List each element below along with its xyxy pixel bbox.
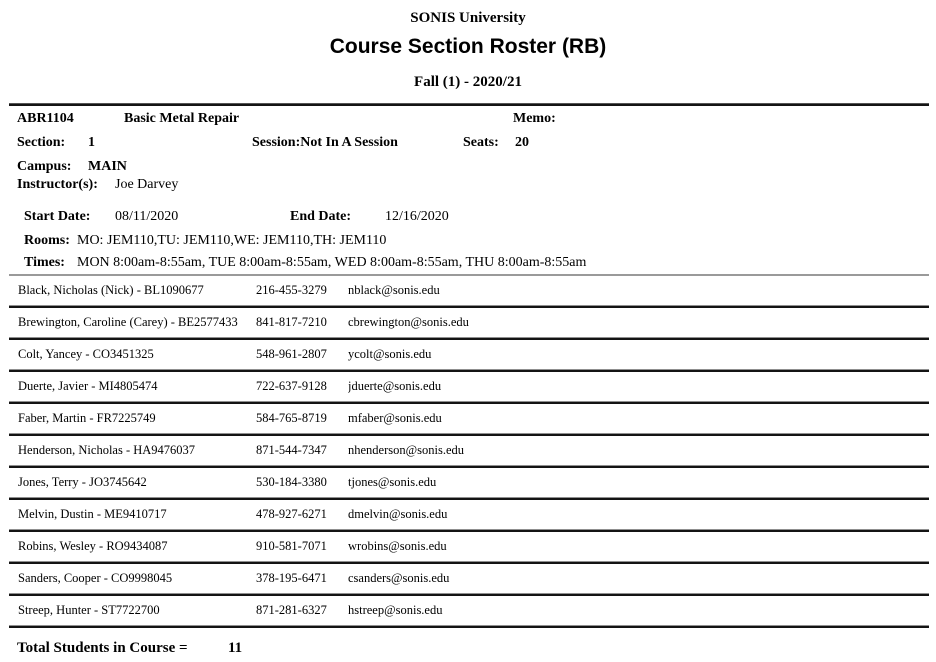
- student-row: [0, 404, 936, 433]
- student-name: Melvin, Dustin - ME9410717: [18, 507, 167, 521]
- student-name: Streep, Hunter - ST7722700: [18, 603, 160, 617]
- student-table: [0, 276, 936, 628]
- student-email: cbrewington@sonis.edu: [348, 315, 469, 329]
- school-name: SONIS University: [410, 10, 526, 26]
- student-email: tjones@sonis.edu: [348, 475, 437, 489]
- student-email: nhenderson@sonis.edu: [348, 443, 465, 457]
- start-date-label: Start Date:: [24, 209, 91, 224]
- student-phone: 910-581-7071: [256, 539, 327, 553]
- total-students-label: Total Students in Course =: [17, 640, 188, 656]
- student-row: [0, 276, 936, 305]
- student-email: nblack@sonis.edu: [348, 283, 440, 297]
- campus-value: MAIN: [88, 159, 127, 174]
- student-phone: 584-765-8719: [256, 411, 327, 425]
- course-title: Basic Metal Repair: [124, 111, 240, 126]
- seats-value: 20: [515, 135, 529, 150]
- rooms-value: MO: JEM110,TU: JEM110,WE: JEM110,TH: JEM110: [77, 233, 387, 248]
- student-email: jduerte@sonis.edu: [348, 379, 442, 393]
- student-phone: 478-927-6271: [256, 507, 327, 521]
- student-email: wrobins@sonis.edu: [348, 539, 447, 553]
- end-date-value: 12/16/2020: [385, 209, 449, 224]
- student-name: Sanders, Cooper - CO9998045: [18, 571, 173, 585]
- report-header: [0, 0, 936, 91]
- student-name: Duerte, Javier - MI4805474: [18, 379, 158, 393]
- total-students-value: 11: [228, 640, 243, 656]
- student-name: Robins, Wesley - RO9434087: [18, 539, 168, 553]
- memo-label: Memo:: [513, 111, 556, 126]
- student-phone: 530-184-3380: [256, 475, 327, 489]
- student-row: [0, 564, 936, 593]
- section-label: Section:: [17, 135, 66, 150]
- student-row: [0, 468, 936, 497]
- student-phone: 378-195-6471: [256, 571, 327, 585]
- campus-label: Campus:: [17, 159, 72, 174]
- student-email: mfaber@sonis.edu: [348, 411, 442, 425]
- student-email: hstreep@sonis.edu: [348, 603, 443, 617]
- start-date-value: 08/11/2020: [115, 209, 179, 224]
- term-label: Fall (1) - 2020/21: [414, 74, 522, 90]
- section-value: 1: [88, 135, 95, 150]
- student-row: [0, 372, 936, 401]
- instructor-value: Joe Darvey: [115, 177, 179, 192]
- student-phone: 548-961-2807: [256, 347, 327, 361]
- student-email: ycolt@sonis.edu: [348, 347, 432, 361]
- student-name: Black, Nicholas (Nick) - BL1090677: [18, 283, 204, 297]
- seats-label: Seats:: [463, 135, 499, 150]
- student-row: [0, 308, 936, 337]
- student-phone: 871-544-7347: [256, 443, 327, 457]
- session-label-value: Session:Not In A Session: [252, 135, 398, 150]
- student-row: [0, 436, 936, 465]
- times-value: MON 8:00am-8:55am, TUE 8:00am-8:55am, WED 8:00am-8:55am, THU 8:00am-8:55am: [77, 255, 587, 270]
- student-row: [0, 500, 936, 529]
- student-name: Colt, Yancey - CO3451325: [18, 347, 154, 361]
- end-date-label: End Date:: [290, 209, 352, 224]
- rooms-label: Rooms:: [24, 233, 70, 248]
- student-phone: 871-281-6327: [256, 603, 327, 617]
- student-name: Faber, Martin - FR7225749: [18, 411, 156, 425]
- student-row: [0, 532, 936, 561]
- student-name: Henderson, Nicholas - HA9476037: [18, 443, 196, 457]
- instructor-label: Instructor(s):: [17, 177, 98, 192]
- student-email: dmelvin@sonis.edu: [348, 507, 448, 521]
- times-label: Times:: [24, 255, 65, 270]
- student-row: [0, 596, 936, 625]
- student-row: [0, 340, 936, 369]
- student-phone: 216-455-3279: [256, 283, 327, 297]
- student-phone: 841-817-7210: [256, 315, 327, 329]
- course-info-section: [0, 106, 936, 274]
- student-email: csanders@sonis.edu: [348, 571, 450, 585]
- student-phone: 722-637-9128: [256, 379, 327, 393]
- footer-total-section: [0, 628, 936, 662]
- report-title: Course Section Roster (RB): [329, 35, 607, 58]
- course-code: ABR1104: [17, 111, 74, 126]
- student-name: Jones, Terry - JO3745642: [18, 475, 147, 489]
- student-name: Brewington, Caroline (Carey) - BE2577433: [18, 315, 238, 329]
